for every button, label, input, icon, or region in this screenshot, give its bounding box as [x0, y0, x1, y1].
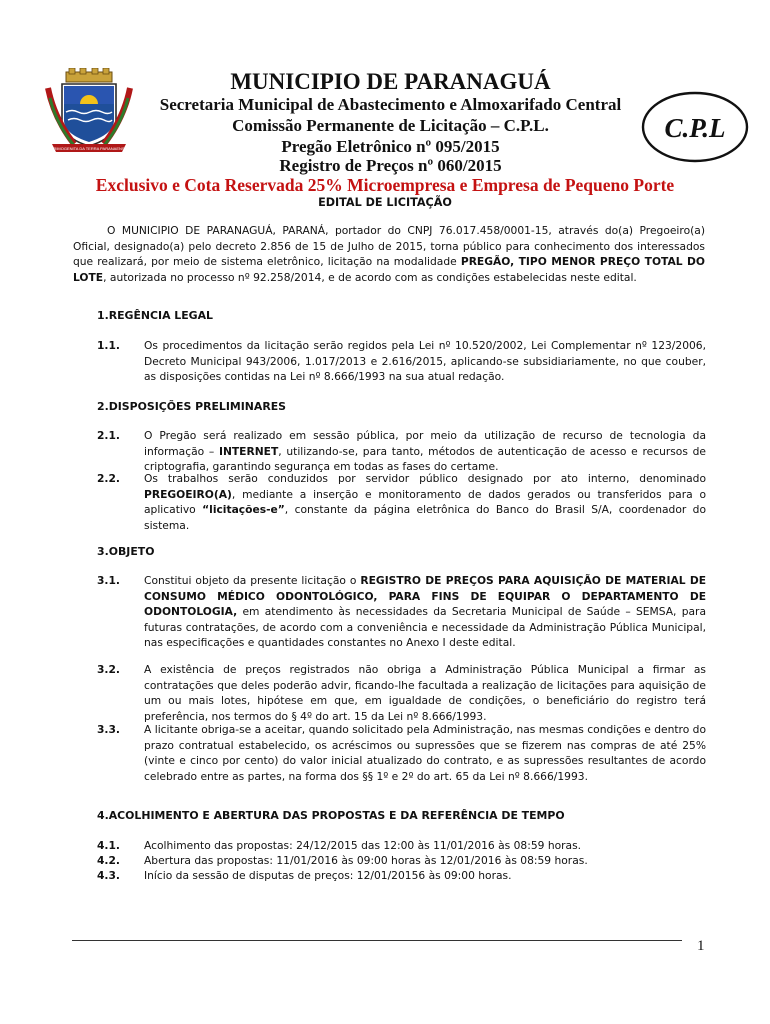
item-text: Os trabalhos serão conduzidos por servidor público designado por ato interno, denominado PREGOEIRO(A), mediante a inserção e monitoramento de dados gerados ou transferidos para o aplicativo “licitações-e”, constante da página eletrônica do Banco do Brasil S/A, coordenador do sistema. — [144, 472, 706, 532]
item-text: Início da sessão de disputas de preços: 12/01/20156 às 09:00 horas. — [144, 869, 512, 882]
item-number: 1.1. — [97, 339, 120, 352]
item-text: A existência de preços registrados não obriga a Administração Pública Municipal a firmar as contratações que deles poderão advir, ficando-lhe facultada a realização de licitações para aquisição de um ou mais lotes, hipótese em que, em igualdade de condições, o beneficiário do registro terá preferência, nos termos do § 4º do art. 15 da Lei nº 8.666/1993. — [144, 663, 706, 723]
item-text: Os procedimentos da licitação serão regidos pela Lei nº 10.520/2002, Lei Complementar nº 123/2006, Decreto Municipal 943/2006, 1.017/2013 e 2.616/2015, aplicando-se subsidiariamente, no que couber, as disposições contidas na Lei nº 8.666/1993 na sua atual redação. — [144, 339, 706, 383]
svg-text:C.P.L: C.P.L — [664, 113, 726, 143]
item-text: Acolhimento das propostas: 24/12/2015 das 12:00 às 11/01/2016 às 08:59 horas. — [144, 839, 582, 852]
item-4-3 — [97, 868, 707, 884]
edital-heading: EDITAL DE LICITAÇÃO — [318, 196, 452, 209]
item-3-2 — [97, 662, 707, 724]
secretariat-name: Secretaria Municipal de Abastecimento e Almoxarifado Central — [159, 95, 622, 114]
item-number: 4.2. — [97, 854, 120, 867]
item-text: O Pregão será realizado em sessão pública, por meio da utilização de recurso de tecnologia da informação – INTERNET, utilizando-se, para tanto, métodos de autenticação de acesso e recursos de criptografia, garantindo segurança em todas as fases do certame. — [144, 429, 706, 473]
item-number: 3.3. — [97, 723, 120, 736]
item-2-2 — [97, 471, 707, 533]
intro-bold: PREGÃO, TIPO MENOR PREÇO TOTAL DO LOTE — [73, 255, 705, 284]
section-title-1: 1.REGÊNCIA LEGAL — [97, 309, 213, 322]
item-number: 4.1. — [97, 839, 120, 852]
item-number: 2.2. — [97, 472, 120, 485]
item-text: A licitante obriga-se a aceitar, quando solicitado pela Administração, nas mesmas condições e dentro do prazo contratual estabelecido, os acréscimos ou supressões que se fizerem nas compras de até 25% (vinte e cinco por cento) do valor inicial atualizado do contrato, e as supressões resultantes de acordo celebrado entre as partes, na forma dos §§ 1º e 2º do art. 65 da Lei nº 8.666/1993. — [144, 723, 706, 783]
item-text: Constitui objeto da presente licitação o REGISTRO DE PREÇOS PARA AQUISIÇÃO DE MATERIAL DE CONSUMO MÉDICO ODONTOLÓGICO, PARA FINS DE EQUIPAR O DEPARTAMENTO DE ODONTOLOGIA, em atendimento às necessidades da Secretaria Municipal de Saúde – SEMSA, para futuras contratações, de acordo com a conveniência e necessidade da Administração Pública Municipal, nas especificações e quantidades constantes no Anexo I deste edital. — [144, 574, 706, 649]
section-title-4: 4.ACOLHIMENTO E ABERTURA DAS PROPOSTAS E DA REFERÊNCIA DE TEMPO — [97, 809, 565, 822]
exclusive-notice: Exclusivo e Cota Reservada 25% Microempresa e Empresa de Pequeno Porte — [95, 175, 675, 195]
item-1-1 — [97, 338, 707, 385]
page-number: 1 — [697, 938, 705, 954]
item-3-3 — [97, 722, 707, 784]
pregao-number: Pregão Eletrônico nº 095/2015 — [281, 137, 500, 156]
intro-text-1: O MUNICIPIO DE PARANAGUÁ, PARANÁ, portador do CNPJ 76.017.458/0001-15, através do(a) Pregoeiro(a) Oficial, designado(a) pelo decreto 2.856 de 15 de Julho de 2015, torna público para conhecimento dos interessados que realizará, por meio de sistema eletrônico, licitação na modalidade — [73, 224, 705, 268]
item-2-1 — [97, 428, 707, 475]
item-4-2 — [97, 853, 707, 869]
item-number: 3.1. — [97, 574, 120, 587]
item-text: Abertura das propostas: 11/01/2016 às 09:00 horas às 12/01/2016 às 08:59 horas. — [144, 854, 588, 867]
svg-text:PRIMOGENITA DA TERRA PARANAENS: PRIMOGENITA DA TERRA PARANAENSE — [50, 146, 128, 151]
registro-number: Registro de Preços nº 060/2015 — [279, 156, 502, 175]
commission-name: Comissão Permanente de Licitação – C.P.L. — [232, 116, 549, 135]
municipality-title: MUNICIPIO DE PARANAGUÁ — [230, 69, 551, 94]
footer-divider — [72, 940, 682, 941]
section-title-2: 2.DISPOSIÇÕES PRELIMINARES — [97, 400, 287, 413]
intro-paragraph — [73, 223, 705, 285]
intro-text-2: , autorizada no processo nº 92.258/2014, e de acordo com as condições estabelecidas neste edital. — [103, 270, 637, 284]
section-title-3: 3.OBJETO — [97, 545, 155, 558]
item-number: 4.3. — [97, 869, 120, 882]
item-4-1 — [97, 838, 707, 854]
item-number: 3.2. — [97, 663, 120, 676]
item-3-1 — [97, 573, 707, 651]
item-number: 2.1. — [97, 429, 120, 442]
